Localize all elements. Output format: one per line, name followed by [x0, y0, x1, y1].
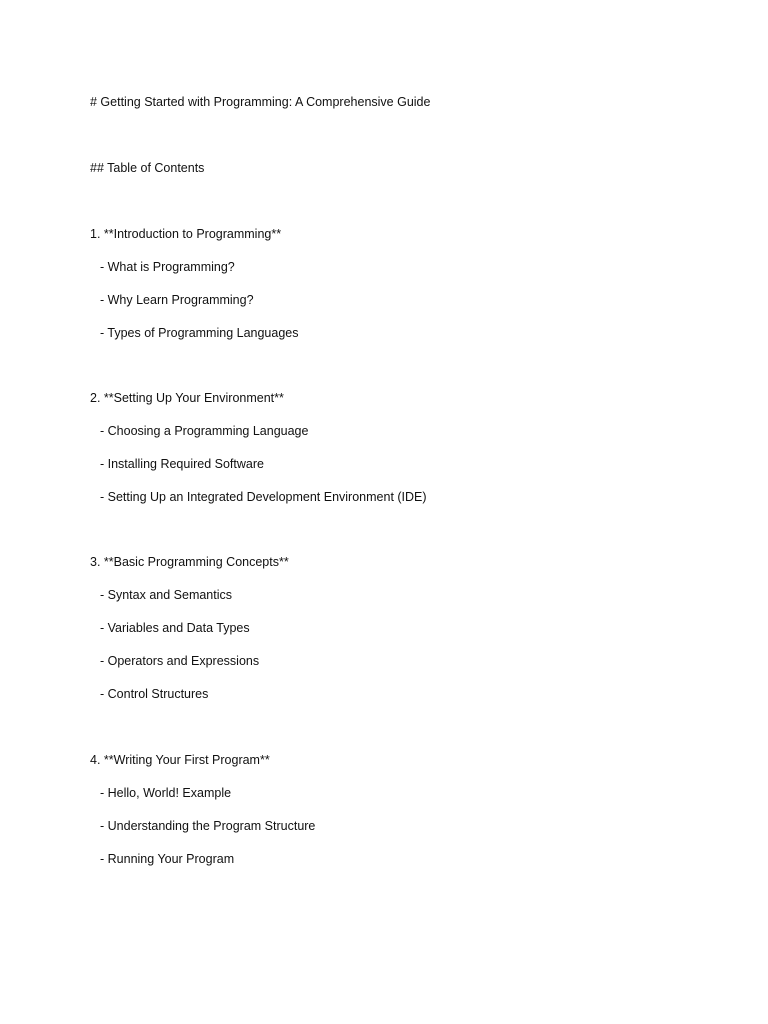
toc-heading: ## Table of Contents	[90, 161, 205, 175]
toc-item: - Why Learn Programming?	[100, 293, 254, 307]
document-title: # Getting Started with Programming: A Comprehensive Guide	[90, 95, 431, 109]
section-heading-2: 2. **Setting Up Your Environment**	[90, 391, 284, 405]
toc-item: - Syntax and Semantics	[100, 588, 233, 602]
toc-item: - Variables and Data Types	[100, 621, 250, 635]
toc-item: - What is Programming?	[100, 260, 235, 274]
toc-item: - Control Structures	[100, 687, 209, 701]
toc-item: - Understanding the Program Structure	[100, 819, 316, 833]
toc-item: - Setting Up an Integrated Development Environment (IDE)	[100, 490, 427, 504]
section-heading-1: 1. **Introduction to Programming**	[90, 227, 282, 241]
toc-item: - Choosing a Programming Language	[100, 424, 309, 438]
section-heading-4: 4. **Writing Your First Program**	[90, 753, 270, 767]
toc-item: - Types of Programming Languages	[100, 326, 299, 340]
toc-item: - Installing Required Software	[100, 457, 264, 471]
section-heading-3: 3. **Basic Programming Concepts**	[90, 555, 289, 569]
toc-item: - Operators and Expressions	[100, 654, 260, 668]
toc-item: - Hello, World! Example	[100, 786, 232, 800]
toc-item: - Running Your Program	[100, 852, 235, 866]
